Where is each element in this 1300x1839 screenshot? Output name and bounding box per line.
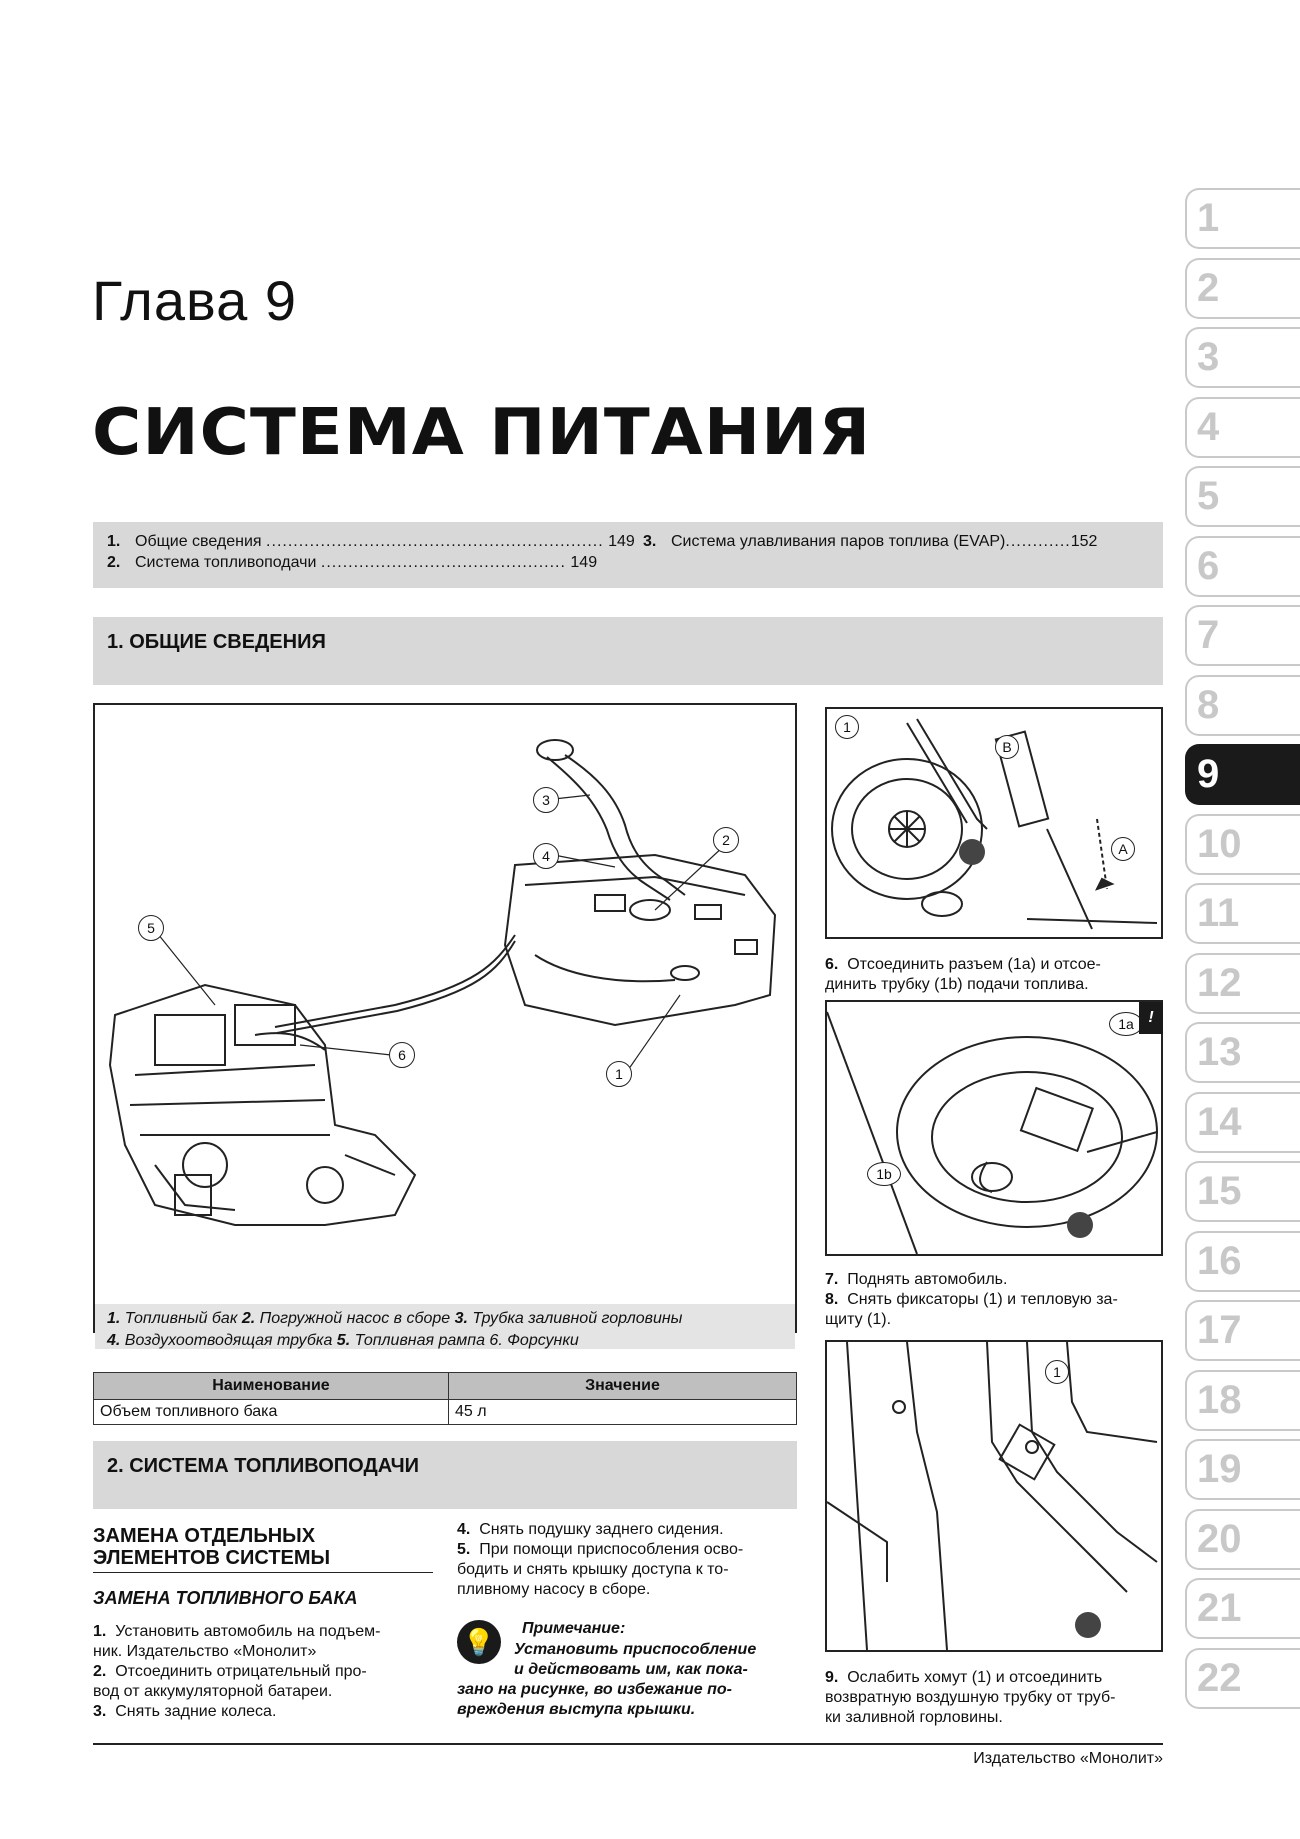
callout-1b xyxy=(867,1162,901,1186)
callout-label: 3 xyxy=(542,792,550,808)
step-7: 7. Поднять автомобиль. xyxy=(825,1271,1008,1288)
step-3: 3. Снять задние колеса. xyxy=(93,1703,277,1720)
note-line: вреждения выступа крышки. xyxy=(457,1701,696,1718)
step-8: 8. Снять фиксаторы (1) и тепловую за- xyxy=(825,1291,1118,1308)
note-text xyxy=(514,1640,798,1680)
section-2-band xyxy=(93,1441,797,1509)
tab-3[interactable]: 3 xyxy=(1185,327,1300,388)
section-1-band xyxy=(93,617,1163,685)
step-5: 5. При помощи приспособления осво- xyxy=(457,1541,744,1558)
tab-14[interactable]: 14 xyxy=(1185,1092,1300,1153)
figure-connector-removal xyxy=(825,707,1163,939)
table-cell: Объем топливного бака xyxy=(94,1400,449,1425)
toc-dots: ............................................. xyxy=(320,554,566,571)
step-text: ки заливной горловины. xyxy=(825,1709,1003,1726)
callout-label: 1 xyxy=(615,1066,623,1082)
heading-line: ЭЛЕМЕНТОВ СИСТЕМЫ xyxy=(93,1547,331,1569)
column-1-steps xyxy=(93,1622,433,1722)
toc-page: 149 xyxy=(570,554,598,571)
callout-4 xyxy=(533,843,559,869)
step-text: возвратную воздушную трубку от труб- xyxy=(825,1689,1116,1706)
callout-label: 1 xyxy=(843,719,851,735)
callout-label: 4 xyxy=(542,848,550,864)
section-1-heading: 1. ОБЩИЕ СВЕДЕНИЯ xyxy=(107,631,326,653)
logo-mark xyxy=(1067,1212,1093,1238)
tab-13[interactable]: 13 xyxy=(1185,1022,1300,1083)
tab-22[interactable]: 22 xyxy=(1185,1648,1300,1709)
section-2-heading: 2. СИСТЕМА ТОПЛИВОПОДАЧИ xyxy=(107,1455,420,1477)
tab-19[interactable]: 19 xyxy=(1185,1439,1300,1500)
callout-label: 1b xyxy=(876,1166,892,1182)
toc-text: Общие сведения xyxy=(135,533,262,550)
tab-10[interactable]: 10 xyxy=(1185,814,1300,875)
callout-B xyxy=(995,735,1019,759)
toc-num: 3. xyxy=(643,533,657,550)
page-title: СИСТЕМА ПИТАНИЯ xyxy=(92,396,872,470)
toc-text: Система улавливания паров топлива (EVAP) xyxy=(671,533,1006,550)
figure-heat-shield xyxy=(825,1340,1163,1652)
tab-18[interactable]: 18 xyxy=(1185,1370,1300,1431)
toc-text: Система топливоподачи xyxy=(135,554,317,571)
step-4: 4. Снять подушку заднего сидения. xyxy=(457,1521,724,1538)
logo-mark xyxy=(959,839,985,865)
steps-7-8 xyxy=(825,1270,1165,1330)
tab-16[interactable]: 16 xyxy=(1185,1231,1300,1292)
step-8-cont: щиту (1). xyxy=(825,1311,892,1328)
note-line: и действовать им, как пока- xyxy=(514,1661,748,1678)
table-row xyxy=(94,1400,797,1425)
callout-label: 2 xyxy=(722,832,730,848)
spec-table xyxy=(93,1372,797,1425)
fuel-system-illustration xyxy=(95,705,795,1299)
tab-4[interactable]: 4 xyxy=(1185,397,1300,458)
column-header: Значение xyxy=(449,1373,797,1400)
toc-item-1[interactable] xyxy=(107,533,635,551)
toc-item-3[interactable] xyxy=(643,533,1097,551)
callout-label: 1a xyxy=(1118,1016,1134,1032)
tab-5[interactable]: 5 xyxy=(1185,466,1300,527)
underbody-illustration xyxy=(827,1342,1161,1650)
callout-5 xyxy=(138,915,164,941)
tab-12[interactable]: 12 xyxy=(1185,953,1300,1014)
table-cell: 45 л xyxy=(449,1400,797,1425)
toc-num: 1. xyxy=(107,533,121,550)
callout-1a xyxy=(1109,1012,1143,1036)
tab-11[interactable]: 11 xyxy=(1185,883,1300,944)
tab-21[interactable]: 21 xyxy=(1185,1578,1300,1639)
column-2-steps xyxy=(457,1520,799,1600)
callout-1 xyxy=(1045,1360,1069,1384)
callout-label: 6 xyxy=(398,1047,406,1063)
tab-7[interactable]: 7 xyxy=(1185,605,1300,666)
step-text: Ослабить хомут (1) и отсоединить xyxy=(847,1669,1103,1686)
fuel-tank-subheading: ЗАМЕНА ТОПЛИВНОГО БАКА xyxy=(93,1588,358,1608)
tab-9-active[interactable]: 9 xyxy=(1185,744,1300,805)
caption-line-1b: 1. Топливный бак 2. Погружной насос в сборе 3. Трубка заливной горловины xyxy=(107,1310,683,1327)
chapter-label: Глава 9 xyxy=(92,269,297,332)
toc-page: 152 xyxy=(1070,533,1098,550)
step-2-cont: вод от аккумуляторной батареи. xyxy=(93,1683,333,1700)
callout-label: 1 xyxy=(1053,1364,1061,1380)
step-1-cont: ник. Издательство «Монолит» xyxy=(93,1643,317,1660)
step-num: 9. xyxy=(825,1669,839,1686)
toc-item-2[interactable] xyxy=(107,554,597,572)
callout-6 xyxy=(389,1042,415,1068)
lightbulb-icon: 💡 xyxy=(457,1620,501,1664)
step-1: 1. Установить автомобиль на подъем- xyxy=(93,1623,381,1640)
callout-label: 5 xyxy=(147,920,155,936)
callout-label: B xyxy=(1002,739,1012,755)
fuel-system-figure xyxy=(93,703,797,1333)
warning-icon: ! xyxy=(1139,1002,1163,1034)
step-2: 2. Отсоединить отрицательный про- xyxy=(93,1663,367,1680)
callout-label: A xyxy=(1118,841,1128,857)
toc-dots: ............ xyxy=(1005,533,1071,550)
tab-15[interactable]: 15 xyxy=(1185,1161,1300,1222)
tab-17[interactable]: 17 xyxy=(1185,1300,1300,1361)
footer-rule xyxy=(93,1743,1163,1745)
step-text: динить трубку (1b) подачи топлива. xyxy=(825,976,1089,993)
fuel-pump-illustration xyxy=(827,709,1161,937)
tab-20[interactable]: 20 xyxy=(1185,1509,1300,1570)
step-num: 6. xyxy=(825,956,839,973)
step-5-cont: пливному насосу в сборе. xyxy=(457,1581,651,1598)
footer-publisher: Издательство «Монолит» xyxy=(973,1750,1163,1767)
replacement-heading xyxy=(93,1525,330,1569)
callout-1 xyxy=(606,1061,632,1087)
tab-1[interactable]: 1 xyxy=(1185,188,1300,249)
tab-6[interactable]: 6 xyxy=(1185,536,1300,597)
note-line: Установить приспособление xyxy=(514,1641,757,1658)
toc-num: 2. xyxy=(107,554,121,571)
step-9 xyxy=(825,1668,1165,1728)
note-line: зано на рисунке, во избежание по- xyxy=(457,1681,732,1698)
heading-line: ЗАМЕНА ОТДЕЛЬНЫХ xyxy=(93,1525,316,1547)
table-of-contents xyxy=(93,522,1163,588)
callout-A xyxy=(1111,837,1135,861)
toc-page: 149 xyxy=(608,533,635,550)
column-header: Наименование xyxy=(94,1373,449,1400)
step-text: Отсоединить разъем (1a) и отсое- xyxy=(847,956,1101,973)
note-text-cont xyxy=(457,1680,799,1720)
pump-connector-illustration xyxy=(827,1002,1161,1254)
tab-8[interactable]: 8 xyxy=(1185,675,1300,736)
caption-line-2: 4. Воздухоотводящая трубка 5. Топливная рампа 6. Форсунки xyxy=(107,1332,579,1349)
tab-2[interactable]: 2 xyxy=(1185,258,1300,319)
toc-dots: .............................................................. xyxy=(266,533,604,550)
step-6 xyxy=(825,955,1165,995)
figure-pump-connector xyxy=(825,1000,1163,1256)
logo-mark xyxy=(1075,1612,1101,1638)
callout-3 xyxy=(533,787,559,813)
callout-2 xyxy=(713,827,739,853)
table-header-row xyxy=(94,1373,797,1400)
callout-1 xyxy=(835,715,859,739)
heading-underline xyxy=(93,1572,433,1573)
step-5-cont: бодить и снять крышку доступа к то- xyxy=(457,1561,729,1578)
main-figure-caption-box xyxy=(95,1304,795,1349)
note-title: Примечание: xyxy=(522,1620,626,1637)
